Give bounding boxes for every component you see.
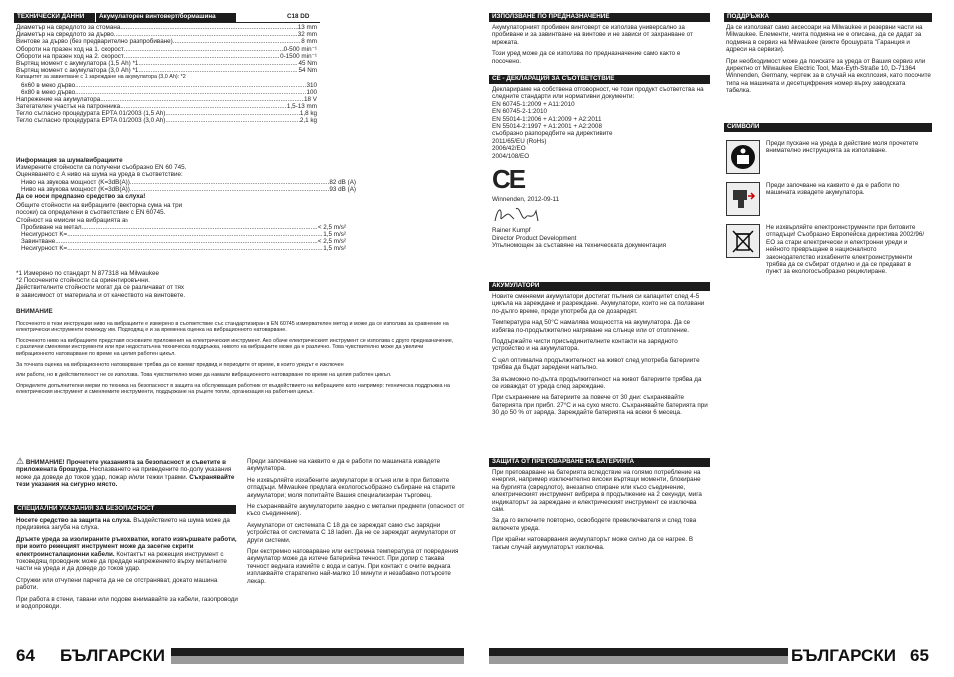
safety-column-2 [247, 458, 465, 589]
safety-paragraph: При екстремно натоварване или екстремна температура от повредения акумулатор може да изтече батерийна течност. При допир с такава течност веднага измийте с вода и сапун. При контакт с очите веднага изплаквайте старателно най-малко 10 минути и незабавно потърсете лекар. [247, 548, 459, 585]
attention-section [16, 309, 456, 400]
ce-norm: EN 60745-1:2009 + A11:2010 [492, 100, 575, 108]
ce-directives-intro: съобразно разпоредбите на директивите [492, 130, 613, 138]
spec-row: Обороти на празен ход на 1. скорост ..... 0-500 min⁻¹ [16, 46, 317, 53]
maintenance-body [726, 24, 931, 99]
ce-place-date: Winnenden, 2012-09-11 [492, 196, 560, 204]
special-safety-header: СПЕЦИАЛНИ УКАЗАНИЯ ЗА БЕЗОПАСНОСТ [14, 505, 236, 514]
spec-row: 6x80 в меко дърво ..... 100 [16, 89, 317, 96]
ce-norm: EN 55014-2:1997 + A1:2001 + A2:2008 [492, 123, 602, 131]
batteries-body [492, 293, 708, 421]
vib-row: Несигурност K= ..... 1,5 m/s² [16, 231, 346, 238]
safety-paragraph: Акумулатори от системата C 18 да се зареждат само със зарядни устройства от системата C 18 laden. Да не се зареждат акумулатори от други системи. [247, 521, 457, 544]
tech-data-title: ТЕХНИЧЕСКИ ДАННИ [17, 13, 85, 20]
overload-paragraph: При претоварване на батерията вследствие на голямо потребление на енергия, например изключително високи въртящи моменти, блокиране на бургията (свредлото), внезапно спиране или късо съединение, електрическият инструмент вибрира в продължение на 2 секунди, мига индикаторът за зареждане и електрическият инструмент се изключва сам. [492, 469, 702, 514]
vib-line: Общите стойности на вибрациите (векторна сума на три [16, 202, 183, 210]
footnote: *1 Измерено по стандарт N 877318 на Milwaukee [16, 270, 159, 277]
spec-row: Въртящ момент с акумулатора (3,0 Ah) *1 ..... 54 Nm [16, 67, 317, 74]
attention-paragraph: или работи, но в действителност не се използва. Това чувствително може да намали вибрационното натоварване по време на целия работен цикъл. [16, 372, 392, 379]
model-label: C18 DD [287, 13, 310, 20]
battery-paragraph: Температура над 50°C намалява мощността на акумулатора. Да се избягва по-продължително нагряване на слънце или от отопление. [492, 319, 691, 334]
maintenance-paragraph: Да се използват само аксесоари на Milwaukee и резервни части на Milwaukee. Елементи, чиита подмяна не е описана, да се дадат за подмяна в сервиз на Milwaukee (вижте брошурата "Гаранция и адреси на сервизи). [726, 24, 923, 54]
ce-mark-icon: CE [492, 164, 525, 195]
symbols-header: СИМВОЛИ [724, 123, 932, 132]
spec-row: Диаметър на свредлото за стомана ..... 13 mm [16, 24, 317, 31]
signature-icon [492, 203, 708, 227]
noise-line: Измерените стойности са получени съобразно EN 60 745. [16, 164, 187, 172]
product-type-label: Акумулаторен винтоверт/бормашина [99, 13, 216, 20]
maintenance-paragraph: При необходимост може да поискате за уреда от Вашия сервиз или директно от Milwaukee Electric Tool, Max-Eyth-Straße 10, D-71364 Winnenden, Germany, чертеж за в случай на експлозия, като посочите типа на машината и десетцифрения номер върху заводската табелка. [726, 57, 931, 95]
battery-paragraph: Поддържайте чисти присъединителните контакти на зарядното устройство и на акумулатора. [492, 338, 678, 353]
overload-header: ЗАЩИТА ОТ ПРЕТОВАРВАНЕ НА БАТЕРИЯТА [489, 458, 710, 467]
vib-line: посоки) са определени в съответствие с EN 60745. [16, 209, 166, 217]
ce-header: СЕ - ДЕКЛАРАЦИЯ ЗА СЪОТВЕТСТВИЕ [489, 75, 710, 84]
symbol-row [726, 182, 931, 216]
maintenance-header: ПОДДРЪЖКА [724, 13, 932, 22]
noise-line: Оценяването с А ниво на шума на уреда в съответствие: [16, 171, 183, 179]
general-warning: ⚠ ВНИМАНИЕ! Прочетете указанията за безопасност и съветите в приложената брошура. Неспазването на приведените по-долу указания може да доведе до токов удар, пожар и/или тежки травми. Съхранявайте тези указания на сигурно място. [16, 456, 235, 489]
noise-row: Ниво на звукова мощност (K=3dB(A)) ..... 93 dB (A) [16, 186, 356, 193]
footnote: в зависимост от материала и от качеството на винтовете. [16, 291, 186, 299]
attention-paragraph: Определете допълнителни мерки по техника на безопасност в защита на обслужващия работник от въздействието на вибрациите като например: техническа поддръжка на електрическия инструмент и сменяемите инструменти, поддържане на ръцете топли, организация на работния цикъл. [16, 382, 450, 396]
attention-paragraph: Посоченото в тези инструкции ниво на вибрациите е измерено в съответствие със стандартизиран в EN 60745 измервателен метод и може да се използва за сравнение на електрически инструменти помежду им. Подходящ е и за временна оценка на вибрационното натоварване. [16, 320, 449, 334]
spec-row: Тегло съгласно процедурата EPTA 01/2003 (1,5 Ah) ..... 1,8 kg [16, 110, 317, 117]
safety-column-1 [16, 458, 238, 493]
safety-paragraph: Не изхвърляйте изхабените акумулатори в огъня или в при битовите отпадъци. Milwaukee предлага екологосъобразно събиране на старите акумулатори; моля попитайте Вашия специализиран търговец. [247, 476, 456, 499]
spec-row: Обороти на празен ход на 2. скорост ..... 0-1500 min⁻¹ [16, 53, 317, 60]
ce-norm: EN 60745-2-1:2010 [492, 108, 547, 116]
safety-paragraph: Преди започване на каквито е да е работи по машината извадете акумулатора. [247, 458, 441, 473]
noise-title: Информация за шума/вибрациите [16, 157, 123, 164]
right-page [477, 0, 954, 677]
ce-norm: EN 55014-1:2006 + A1:2009 + A2:2011 [492, 115, 602, 123]
special-item: Носете средство за защита на слуха. Въздействието на шума може да предизвика загуба на слуха. [16, 517, 230, 532]
read-manual-icon [726, 140, 760, 174]
safety-paragraph: Не съхранявайте акумулаторите заедно с метални предмети (опасност от късо съединение). [247, 503, 465, 518]
page-number-right: 65 [910, 646, 929, 665]
ce-body [492, 86, 708, 250]
battery-paragraph: Новите сменяеми акумулатори достигат пълния си капацитет след 4-5 цикъла на зареждане и разреждане. Акумулатори, които не са ползвани по-дълго време, преди употреба да се дозаредят. [492, 293, 705, 315]
symbol-row [726, 224, 931, 276]
batteries-header: АКУМУЛАТОРИ [489, 282, 710, 291]
spec-row: Напрежение на акумулатора ..... 18 V [16, 96, 317, 103]
crossed-bin-icon [726, 224, 760, 258]
ce-signer-title: Director Product Development [492, 234, 577, 242]
symbol-text: Не изхвърляйте електроинструменти при битовите отпадъци! Съобразно Европейска директива 2002/96/ЕО за стари електрически и електронни уреди и нейното превръщане в националното законодателство изхабените електроинструменти трябва да се събират отделно и да се предават в пункт за екологосъобразно рециклиране. [766, 224, 925, 276]
attention-paragraph: За точната оценка на вибрационното натоварване трябва да се вземат предвид и периодите от време, в които уредът е изключен [16, 361, 344, 368]
header-rule [14, 22, 320, 23]
ce-directive: 2011/65/EU (RoHs) [492, 137, 547, 145]
battery-paragraph: С цел оптимална продължителност на живот след употреба батериите трябва да бъдат заредени напълно. [492, 356, 700, 372]
footnote: Действителните стойности могат да се различават от тях [16, 284, 185, 292]
ce-signer-name: Rainer Kumpf [492, 227, 531, 235]
vib-row: Несигурност K= ..... 1,5 m/s² [16, 245, 346, 252]
remove-battery-icon [726, 182, 760, 216]
vib-row: Завинтване ..... < 2,5 m/s² [16, 238, 346, 245]
ce-directive: 2004/108/EO [492, 152, 530, 160]
overload-paragraph: При крайни натоварвания акумулаторът може силно да се нагрее. В такъм случай акумулаторът изключва. [492, 536, 694, 551]
special-item: При работа в стени, тавани или подове внимавайте за кабели, газопроводи и водопроводи. [16, 595, 238, 611]
spec-row: Тегло съгласно процедурата EPTA 01/2003 (3,0 Ah) ..... 2,1 kg [16, 117, 317, 124]
special-safety-list [16, 517, 238, 614]
spec-row: Затегателен участък на патронника ..... 1,5-13 mm [16, 103, 317, 110]
language-right: БЪЛГАРСКИ [791, 646, 896, 665]
ce-paragraph: Декларираме на собствена отговорност, че този продукт съответства на следните стандарти или нормативни документи: [492, 86, 704, 101]
right-footer-accent [489, 656, 789, 664]
screw-intro: Капацитет за завинтване с 1 зареждане на акумулатора (3,0 Ah): *2 [16, 74, 186, 81]
spec-row: 6x60 в меко дърво ..... 310 [16, 82, 317, 89]
symbol-text: Преди започване на каквито е да е работи по машината извадете акумулатора. [766, 182, 900, 197]
product-type-header [95, 13, 236, 22]
spec-row: Въртящ момент с акумулатора (1,5 Ah) *1 ..... 45 Nm [16, 60, 317, 67]
vib-line: Стойност на емисии на вибрацията a h [16, 216, 128, 224]
overload-body [492, 469, 708, 555]
symbol-text: Преди пускане на уреда в действие моля прочетете внимателно инструкцията за използване. [766, 140, 919, 155]
spec-row: Диаметър на свредлото за дърво ..... 32 mm [16, 31, 317, 38]
battery-paragraph: При съхранение на батериите за повече от 30 дни: съхранявайте батерията при прибл. 27°C и на сухо място. Съхранявайте батерията при 30 до 50 % от заряда. Зареждайте батерията на всеки 6 месеца. [492, 394, 708, 417]
noise-row: Ниво на звукова мощност (K=3dB(A)) ..... 82 dB (A) [16, 179, 356, 186]
ear-warning: Да се носи предпазно средство за слуха! [16, 192, 146, 200]
spec-list [16, 24, 317, 125]
left-footer-accent [170, 656, 464, 664]
battery-paragraph: За възможно по-дълга продължителност на живот батериите трябва да се изваждат от уреда след зареждане. [492, 375, 702, 391]
intended-use-body [492, 24, 708, 69]
spec-row: Винтове за дърво (без предварително разпробиване) ..... 8 mm [16, 38, 317, 45]
ce-authorization: Упълномощен за съставяне на техническата документация [492, 242, 667, 250]
language-left: БЪЛГАРСКИ [60, 646, 165, 665]
intended-use-header: ИЗПОЛЗВАНЕ ПО ПРЕДНАЗНАЧЕНИЕ [489, 13, 710, 22]
attention-paragraph: Посоченото ниво на вибрациите представя основните приложения на електрическия инструмент. Ако обаче електрическият инструмент се използва с друго предназначение, с различни сменяеми инструменти или при недостатъчна техническа поддръжка, нивото на вибрациите може да е различно. Това чувствително може да увеличи вибрационното натоварване по време на целия работен цикъл. [16, 337, 454, 357]
footnotes [16, 270, 316, 299]
attention-title: ВНИМАНИЕ [16, 308, 53, 315]
symbol-row [726, 140, 931, 174]
vib-row: Пробиване на метал ..... < 2,5 m/s² [16, 224, 346, 231]
use-paragraph: Този уред може да се използва по предназначение само както е посочено. [492, 50, 681, 65]
use-paragraph: Акумулаторният пробивен винтоверт се използва универсално за пробиване и за завинтване на винтове и не зависи от захранване от мрежата. [492, 24, 693, 46]
special-item: Дръжте уреда за изолираните ръкохватки, когато извършвате работи, при които режещият инструмент може да засегне скрити електроинсталационни кабели. Контактът на режещия инструмент с токоведящ проводник може да предаде напрежението върху металните части на уреда и да доведе до токов удар. [16, 535, 237, 573]
warning-triangle-icon: ⚠ [16, 456, 25, 466]
footnote: *2 Посочените стойности са ориентировъчни. [16, 277, 150, 285]
special-item: Стружки или отчупени парчета да не се отстраняват, докато машина работи. [16, 576, 218, 592]
page-number-left: 64 [16, 646, 35, 665]
overload-paragraph: За да го включите повторно, освободете превключвателя и след това включете уреда. [492, 517, 697, 532]
ce-directive: 2006/42/EO [492, 145, 526, 153]
noise-section [16, 157, 356, 252]
